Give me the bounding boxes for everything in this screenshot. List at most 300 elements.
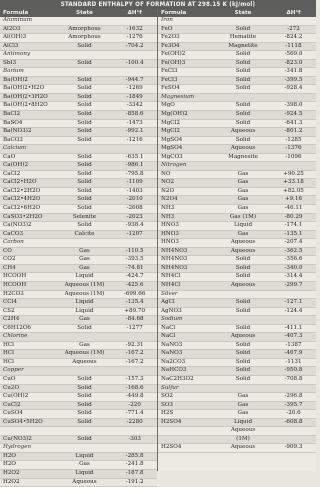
formula-cell: N2O <box>161 187 175 194</box>
table-row <box>158 196 316 205</box>
formula-cell: Fe(OH)3 <box>161 59 186 66</box>
formula-cell: NH4NO3 <box>161 256 188 263</box>
enthalpy-cell: +89.70 <box>124 307 145 314</box>
table-row <box>158 299 316 308</box>
formula-cell <box>158 427 215 435</box>
formula-cell: Al(OH)3 <box>3 34 27 41</box>
enthalpy-cell: -411.1 <box>284 324 303 331</box>
state-cell: Solid <box>77 42 92 49</box>
table-row <box>0 120 157 129</box>
state-cell: Aqueous <box>230 247 256 254</box>
state-cell: Gas <box>79 461 90 468</box>
formula-cell: CaCl2•2H2O <box>3 187 41 194</box>
enthalpy-cell: -2280 <box>126 418 143 425</box>
table-row <box>0 282 157 291</box>
state-cell: Gas <box>237 393 249 400</box>
enthalpy-cell: -303 <box>128 435 141 442</box>
formula-cell: HCOOH <box>3 281 27 288</box>
table-row <box>0 231 157 240</box>
left-header <box>0 9 157 17</box>
state-cell: Gas <box>237 187 249 194</box>
formula-cell: H2SO4 <box>161 444 182 451</box>
table-row <box>158 367 316 376</box>
enthalpy-cell: -135.4 <box>125 299 144 306</box>
formula-cell: H2SO4 <box>161 418 182 425</box>
formula-cell: AgNO3 <box>161 307 182 314</box>
table-row <box>0 436 157 445</box>
formula-cell: SO3 <box>161 401 173 408</box>
state-cell: Liquid <box>75 469 94 476</box>
formula-cell: HCl <box>3 350 14 357</box>
enthalpy-cell: -3342 <box>126 102 143 109</box>
state-cell: Amorphous <box>68 25 101 32</box>
formula-cell: H2O <box>3 461 17 468</box>
state-cell: Solid <box>77 153 92 160</box>
category-label: Magnesium <box>161 93 195 100</box>
table-row <box>0 376 157 385</box>
state-cell: Solid <box>235 367 251 374</box>
formula-cell: Cu(NO3)2 <box>3 435 32 442</box>
formula-cell: Mg(OH)2 <box>161 111 188 118</box>
formula-cell: AgCl <box>161 299 175 306</box>
category-row <box>158 385 316 394</box>
category-row <box>0 51 157 60</box>
formula-cell: CuCl2 <box>3 401 21 408</box>
state-cell: Aqueous <box>230 128 256 135</box>
category-label: Carbon <box>3 239 24 246</box>
enthalpy-cell: -356.6 <box>284 256 303 263</box>
formula-cell: Ba(OH)2•8H2O <box>3 102 48 109</box>
state-cell: Solid <box>77 102 92 109</box>
enthalpy-cell: -425.6 <box>125 281 144 288</box>
enthalpy-cell: -296.8 <box>284 393 303 400</box>
state-cell: Solid <box>77 111 92 118</box>
enthalpy-cell: -362.5 <box>284 247 303 254</box>
enthalpy-cell: -1216 <box>126 136 143 143</box>
enthalpy-cell: -399.5 <box>284 76 303 83</box>
enthalpy-cell: -704.2 <box>125 42 144 49</box>
header-dhf: ΔH°f <box>286 10 301 16</box>
state-cell: Aqueous <box>72 358 97 365</box>
formula-cell: CO <box>3 247 12 254</box>
header-state: State <box>234 10 252 16</box>
table-row <box>0 111 157 120</box>
table-row <box>0 419 157 428</box>
formula-cell: FeSO4 <box>161 85 180 92</box>
formula-cell: Cu(OH)2 <box>3 393 29 400</box>
table-row <box>0 385 157 394</box>
enthalpy-cell: -272 <box>287 25 300 32</box>
table-row <box>0 256 157 265</box>
table-row <box>158 350 316 359</box>
state-cell: Gas <box>79 264 90 271</box>
enthalpy-cell: -424.7 <box>125 273 144 280</box>
table-row <box>0 479 157 487</box>
table-row <box>158 120 316 129</box>
table-row <box>0 102 157 111</box>
state-cell: Solid <box>235 76 251 83</box>
state-cell: Solid <box>235 350 251 357</box>
formula-cell: CaO <box>3 153 16 160</box>
formula-cell: C2H4 <box>3 316 20 323</box>
formula-cell: NH4NO3 <box>161 264 188 271</box>
formula-cell: N2O4 <box>161 196 178 203</box>
table-row <box>158 68 316 77</box>
state-cell: Solid <box>77 205 92 212</box>
formula-cell: C6H12O6 <box>3 324 31 331</box>
state-cell: Solid <box>235 307 251 314</box>
table-row <box>0 299 157 308</box>
table-row <box>0 248 157 257</box>
enthalpy-cell: -46.11 <box>284 205 303 212</box>
formula-cell: CCl4 <box>3 299 17 306</box>
formula-cell: NH4Cl <box>161 281 181 288</box>
state-cell: Solid <box>235 111 251 118</box>
state-cell: Solid <box>77 324 92 331</box>
table-row <box>0 316 157 325</box>
formula-cell: HCl <box>3 358 14 365</box>
state-cell: Solid <box>235 59 251 66</box>
enthalpy-cell: -92.31 <box>125 341 144 348</box>
enthalpy-cell: -641.3 <box>284 119 303 126</box>
enthalpy-cell: -449.8 <box>125 393 144 400</box>
table-row <box>0 461 157 470</box>
state-cell: Gas <box>237 410 249 417</box>
table-row <box>0 291 157 300</box>
enthalpy-cell: -220 <box>128 401 141 408</box>
table-row <box>158 214 316 223</box>
table-row <box>0 308 157 317</box>
header-dhf: ΔH°f <box>127 10 142 16</box>
category-label: Calcium <box>3 145 27 152</box>
table-row <box>0 128 157 137</box>
enthalpy-cell: -74.81 <box>125 264 144 271</box>
formula-cell: CaCl2•4H2O <box>3 196 41 203</box>
state-cell: Magnetite <box>228 42 258 49</box>
enthalpy-cell: -1276 <box>126 34 143 41</box>
table-row <box>158 111 316 120</box>
table-row <box>158 188 316 197</box>
enthalpy-cell: -1632 <box>126 25 143 32</box>
table-row <box>158 436 316 445</box>
state-cell: Solid <box>77 162 92 169</box>
enthalpy-cell: -1277 <box>126 324 143 331</box>
enthalpy-cell: -1403 <box>126 187 143 194</box>
table-row <box>158 102 316 111</box>
enthalpy-cell: -395.7 <box>284 401 303 408</box>
table-row <box>158 444 316 453</box>
formula-cell: CaCl2 <box>3 170 21 177</box>
enthalpy-cell: -110.5 <box>125 247 144 254</box>
category-row <box>158 291 316 300</box>
category-label: Chlorine <box>3 333 28 340</box>
table-row <box>0 402 157 411</box>
state-cell: Gas <box>79 247 90 254</box>
state-cell: Gas <box>237 170 249 177</box>
enthalpy-cell: -124.4 <box>284 307 303 314</box>
formula-cell: H2O <box>3 452 17 459</box>
enthalpy-cell: -1131 <box>285 358 302 365</box>
formula-cell: SbI3 <box>3 59 17 66</box>
state-cell: Solid <box>235 25 251 32</box>
formula-cell <box>0 427 57 435</box>
table-row <box>158 359 316 368</box>
enthalpy-cell: -207.4 <box>284 239 303 246</box>
table-row <box>158 231 316 240</box>
formula-cell: NaNO3 <box>161 341 183 348</box>
enthalpy-cell: -1207 <box>126 230 143 237</box>
formula-cell: HNO3 <box>161 230 179 237</box>
category-row <box>0 444 157 453</box>
enthalpy-cell: -341.8 <box>284 68 303 75</box>
category-row <box>0 17 157 26</box>
table-row <box>158 128 316 137</box>
enthalpy-cell: -1109 <box>126 179 143 186</box>
state-cell: Solid <box>235 358 251 365</box>
state-cell: Liquid <box>233 418 253 425</box>
enthalpy-cell: -340.0 <box>284 264 303 271</box>
enthalpy-cell: -1376 <box>285 145 302 152</box>
state-cell: Liquid <box>75 273 94 280</box>
enthalpy-cell <box>112 427 157 435</box>
enthalpy-cell: -909.3 <box>284 444 303 451</box>
category-row <box>0 367 157 376</box>
table-row <box>0 359 157 368</box>
formula-cell: FeCl3 <box>161 68 178 75</box>
state-cell: Liquid <box>75 452 94 459</box>
table-row <box>0 188 157 197</box>
formula-cell: Cu2O <box>3 384 20 391</box>
state-cell: (1M) <box>236 435 250 442</box>
state-cell: Aqueous <box>230 427 256 434</box>
enthalpy-cell: +82.05 <box>283 187 304 194</box>
state-cell: Solid <box>77 59 92 66</box>
enthalpy-cell: -992.1 <box>125 128 144 135</box>
enthalpy-cell: -167.2 <box>125 350 144 357</box>
category-label: Aluminum <box>3 17 33 23</box>
category-label: Sulfur <box>161 384 179 391</box>
enthalpy-cell: -824.2 <box>284 34 303 41</box>
enthalpy-cell: -299.7 <box>284 281 303 288</box>
table-row <box>158 222 316 231</box>
table-row <box>158 248 316 257</box>
state-cell: Solid <box>77 187 92 194</box>
table-row <box>158 427 316 436</box>
state-cell: Solid <box>235 324 251 331</box>
state-cell: Calcite <box>74 230 95 237</box>
formula-cell: NH3 <box>161 213 175 220</box>
state-cell: Solid <box>235 51 251 58</box>
formula-cell: NO <box>161 170 171 177</box>
formula-cell: HNO3 <box>161 222 179 229</box>
state-cell: Solid <box>77 401 92 408</box>
table-row <box>0 43 157 52</box>
enthalpy-cell: -84.68 <box>125 316 144 323</box>
enthalpy-cell: -569.0 <box>284 51 303 58</box>
state-cell: Solid <box>235 299 251 306</box>
formula-cell: Fe(OH)2 <box>161 51 186 58</box>
formula-cell: CO2 <box>3 256 16 263</box>
formula-cell: BaCl2 <box>3 111 21 118</box>
category-label: Antimony <box>3 51 31 58</box>
formula-cell: BaSO4 <box>3 119 23 126</box>
enthalpy-cell: -1096 <box>285 153 302 160</box>
right-header <box>158 9 316 17</box>
enthalpy-cell: -708.8 <box>284 375 303 382</box>
state-cell: Aqueous (1M) <box>64 290 105 297</box>
formula-cell: CaSO3•2H2O <box>3 213 43 220</box>
state-cell: Gas <box>79 341 90 348</box>
state-cell: Solid <box>235 102 251 109</box>
state-cell: Solid <box>235 273 251 280</box>
formula-cell: Ca(OH)2 <box>3 162 29 169</box>
state-cell: Liquid <box>75 307 94 314</box>
table-row <box>0 273 157 282</box>
enthalpy-cell: -1849 <box>126 93 143 100</box>
table-row <box>158 308 316 317</box>
formula-cell: NH3 <box>161 205 175 212</box>
enthalpy-cell: -2023 <box>126 213 143 220</box>
formula-cell: H2O2 <box>3 469 20 476</box>
table-row <box>0 350 157 359</box>
enthalpy-cell: -771.4 <box>125 410 144 417</box>
table-row <box>0 26 157 35</box>
table-row <box>158 145 316 154</box>
state-cell: Solid <box>77 85 92 92</box>
formula-cell: NO2 <box>161 179 175 186</box>
table-row <box>158 60 316 69</box>
table-row <box>158 205 316 214</box>
formula-cell: NaC2H3O2 <box>161 375 194 382</box>
formula-cell: AlCl3 <box>3 42 19 49</box>
table-row <box>158 265 316 274</box>
table-row <box>0 60 157 69</box>
category-label: Sodium <box>161 316 183 323</box>
state-cell: Gas <box>237 196 249 203</box>
enthalpy-cell: -938.4 <box>125 222 144 229</box>
state-cell: Hematite <box>229 34 257 41</box>
state-cell: Solid <box>77 384 92 391</box>
state-cell: Aqueous <box>230 333 256 340</box>
enthalpy-cell: -699.66 <box>123 290 146 297</box>
formula-cell: H2O2 <box>3 478 20 485</box>
enthalpy-cell: -928.4 <box>284 85 303 92</box>
left-column <box>0 9 158 485</box>
table-row <box>158 325 316 334</box>
state-cell: Aqueous <box>230 145 256 152</box>
category-label: Iron <box>161 17 173 23</box>
table-columns <box>0 9 316 485</box>
enthalpy-cell: -950.8 <box>284 367 303 374</box>
table-row <box>0 196 157 205</box>
table-row <box>158 43 316 52</box>
enthalpy-cell: -187.8 <box>125 469 144 476</box>
enthalpy-cell: -314.4 <box>284 273 303 280</box>
state-cell: Solid <box>77 375 92 382</box>
table-row <box>0 162 157 171</box>
state-cell: Aqueous (1M) <box>64 350 105 357</box>
enthalpy-cell: -1285 <box>285 136 302 143</box>
enthalpy-cell: -407.3 <box>284 333 303 340</box>
state-cell: Solid <box>235 85 251 92</box>
formula-cell: NH4NO3 <box>161 247 188 254</box>
enthalpy-cell: -2010 <box>126 196 143 203</box>
enthalpy-cell: -2608 <box>126 205 143 212</box>
state-cell <box>57 427 113 435</box>
enthalpy-cell: -393.5 <box>125 256 144 263</box>
category-row <box>158 17 316 26</box>
table-row <box>0 34 157 43</box>
formula-cell: HCOOH <box>3 273 27 280</box>
right-column <box>158 9 316 471</box>
table-row <box>158 154 316 163</box>
state-cell: Solid <box>235 119 251 126</box>
enthalpy-cell: -1387 <box>285 341 302 348</box>
category-label: Copper <box>3 367 24 374</box>
formula-cell: SO2 <box>161 393 173 400</box>
formula-cell: H2CO3 <box>3 290 24 297</box>
table-row <box>158 256 316 265</box>
state-cell: Solid <box>77 128 92 135</box>
state-cell: Solid <box>235 256 251 263</box>
left-rows <box>0 17 157 487</box>
formula-cell: FeCl3 <box>161 76 178 83</box>
category-label: Silver <box>161 290 178 297</box>
enthalpy-cell <box>271 436 316 444</box>
enthalpy-cell: -795.8 <box>125 170 144 177</box>
table-row <box>0 205 157 214</box>
enthalpy-cell: -157.3 <box>125 375 144 382</box>
table-row <box>158 239 316 248</box>
state-cell: Solid <box>77 76 92 83</box>
state-cell: Solid <box>235 68 251 75</box>
enthalpy-cell: -944.7 <box>125 76 144 83</box>
table-row <box>0 179 157 188</box>
table-row <box>158 282 316 291</box>
enthalpy-cell: -80.29 <box>284 213 303 220</box>
table-row <box>0 325 157 334</box>
state-cell: Solid <box>235 136 251 143</box>
formula-cell: Na2CO3 <box>161 358 186 365</box>
enthalpy-cell: -398.0 <box>284 102 303 109</box>
enthalpy-cell: -127.1 <box>284 299 303 306</box>
state-cell: Solid <box>77 170 92 177</box>
table-row <box>158 179 316 188</box>
formula-cell: NaNO3 <box>161 350 183 357</box>
formula-cell: NaCl <box>161 333 176 340</box>
enthalpy-cell: -167.2 <box>125 358 144 365</box>
category-row <box>0 145 157 154</box>
formula-cell: Fe3O4 <box>161 42 180 49</box>
state-cell: Liquid <box>233 222 253 229</box>
formula-cell: NaCl <box>161 324 176 331</box>
formula-cell: Ba(OH)2•H2O <box>3 85 45 92</box>
table-row <box>158 85 316 94</box>
enthalpy-cell: -858.6 <box>125 111 144 118</box>
table-row <box>158 333 316 342</box>
table-row <box>0 410 157 419</box>
state-cell: Gas (1M) <box>229 213 257 220</box>
formula-cell: MgSO4 <box>161 145 183 152</box>
formula-cell: MgCl2 <box>161 128 180 135</box>
enthalpy-cell: -467.9 <box>284 350 303 357</box>
formula-cell: Al2O3 <box>3 25 21 32</box>
table-row <box>0 265 157 274</box>
state-cell: Solid <box>77 222 92 229</box>
table-row <box>158 26 316 35</box>
table-row <box>158 51 316 60</box>
table-row <box>158 419 316 428</box>
